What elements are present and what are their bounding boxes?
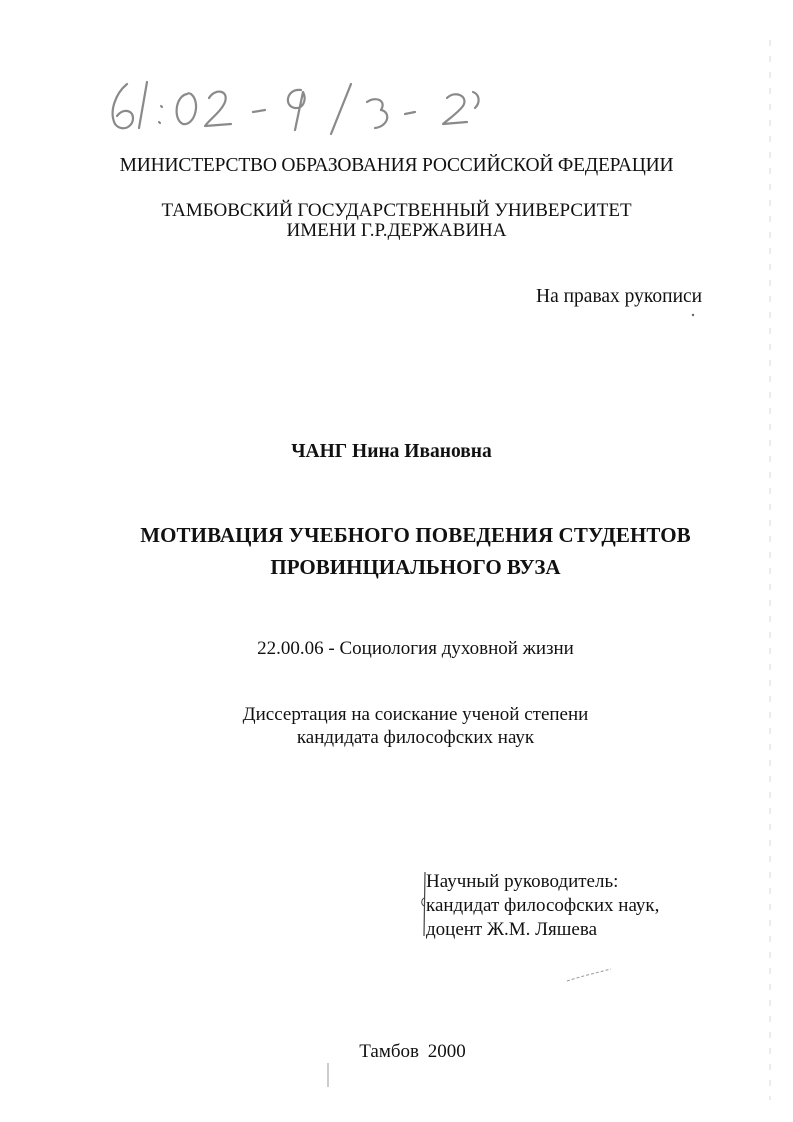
degree-statement: Диссертация на соискание ученой степени: [242, 704, 589, 725]
specialty-code: 22.00.06 - Социология духовной жизни: [257, 638, 574, 659]
supervisor-block: [426, 870, 659, 942]
scan-edge-line: [768, 40, 772, 1100]
university-name-continued: ИМЕНИ Г.Р.ДЕРЖАВИНА: [286, 220, 507, 241]
city-and-year: Тамбов 2000: [359, 1041, 466, 1062]
manuscript-rights-note: На правах рукописи: [536, 286, 703, 307]
ministry-heading: МИНИСТЕРСТВО ОБРАЗОВАНИЯ РОССИЙСКОЙ ФЕДЕРАЦИИ: [119, 155, 674, 176]
pencil-tick-mark: [565, 965, 615, 985]
bracket-mark: [419, 870, 431, 940]
university-name: ТАМБОВСКИЙ ГОСУДАРСТВЕННЫЙ УНИВЕРСИТЕТ: [161, 200, 632, 221]
supervisor-name: доцент Ж.М. Ляшева: [426, 919, 597, 940]
supervisor-label: Научный руководитель:: [426, 871, 619, 892]
dissertation-title: МОТИВАЦИЯ УЧЕБНОГО ПОВЕДЕНИЯ СТУДЕНТОВ: [140, 523, 691, 547]
handwritten-archive-number: [105, 72, 515, 142]
scan-scratch: [325, 1062, 331, 1088]
dissertation-title-continued: ПРОВИНЦИАЛЬНОГО ВУЗА: [270, 555, 561, 579]
scan-dot: [690, 312, 696, 318]
supervisor-degree: кандидат философских наук,: [426, 895, 660, 916]
degree-statement-continued: кандидата философских наук: [296, 727, 535, 748]
author-name: ЧАНГ Нина Ивановна: [291, 441, 492, 462]
